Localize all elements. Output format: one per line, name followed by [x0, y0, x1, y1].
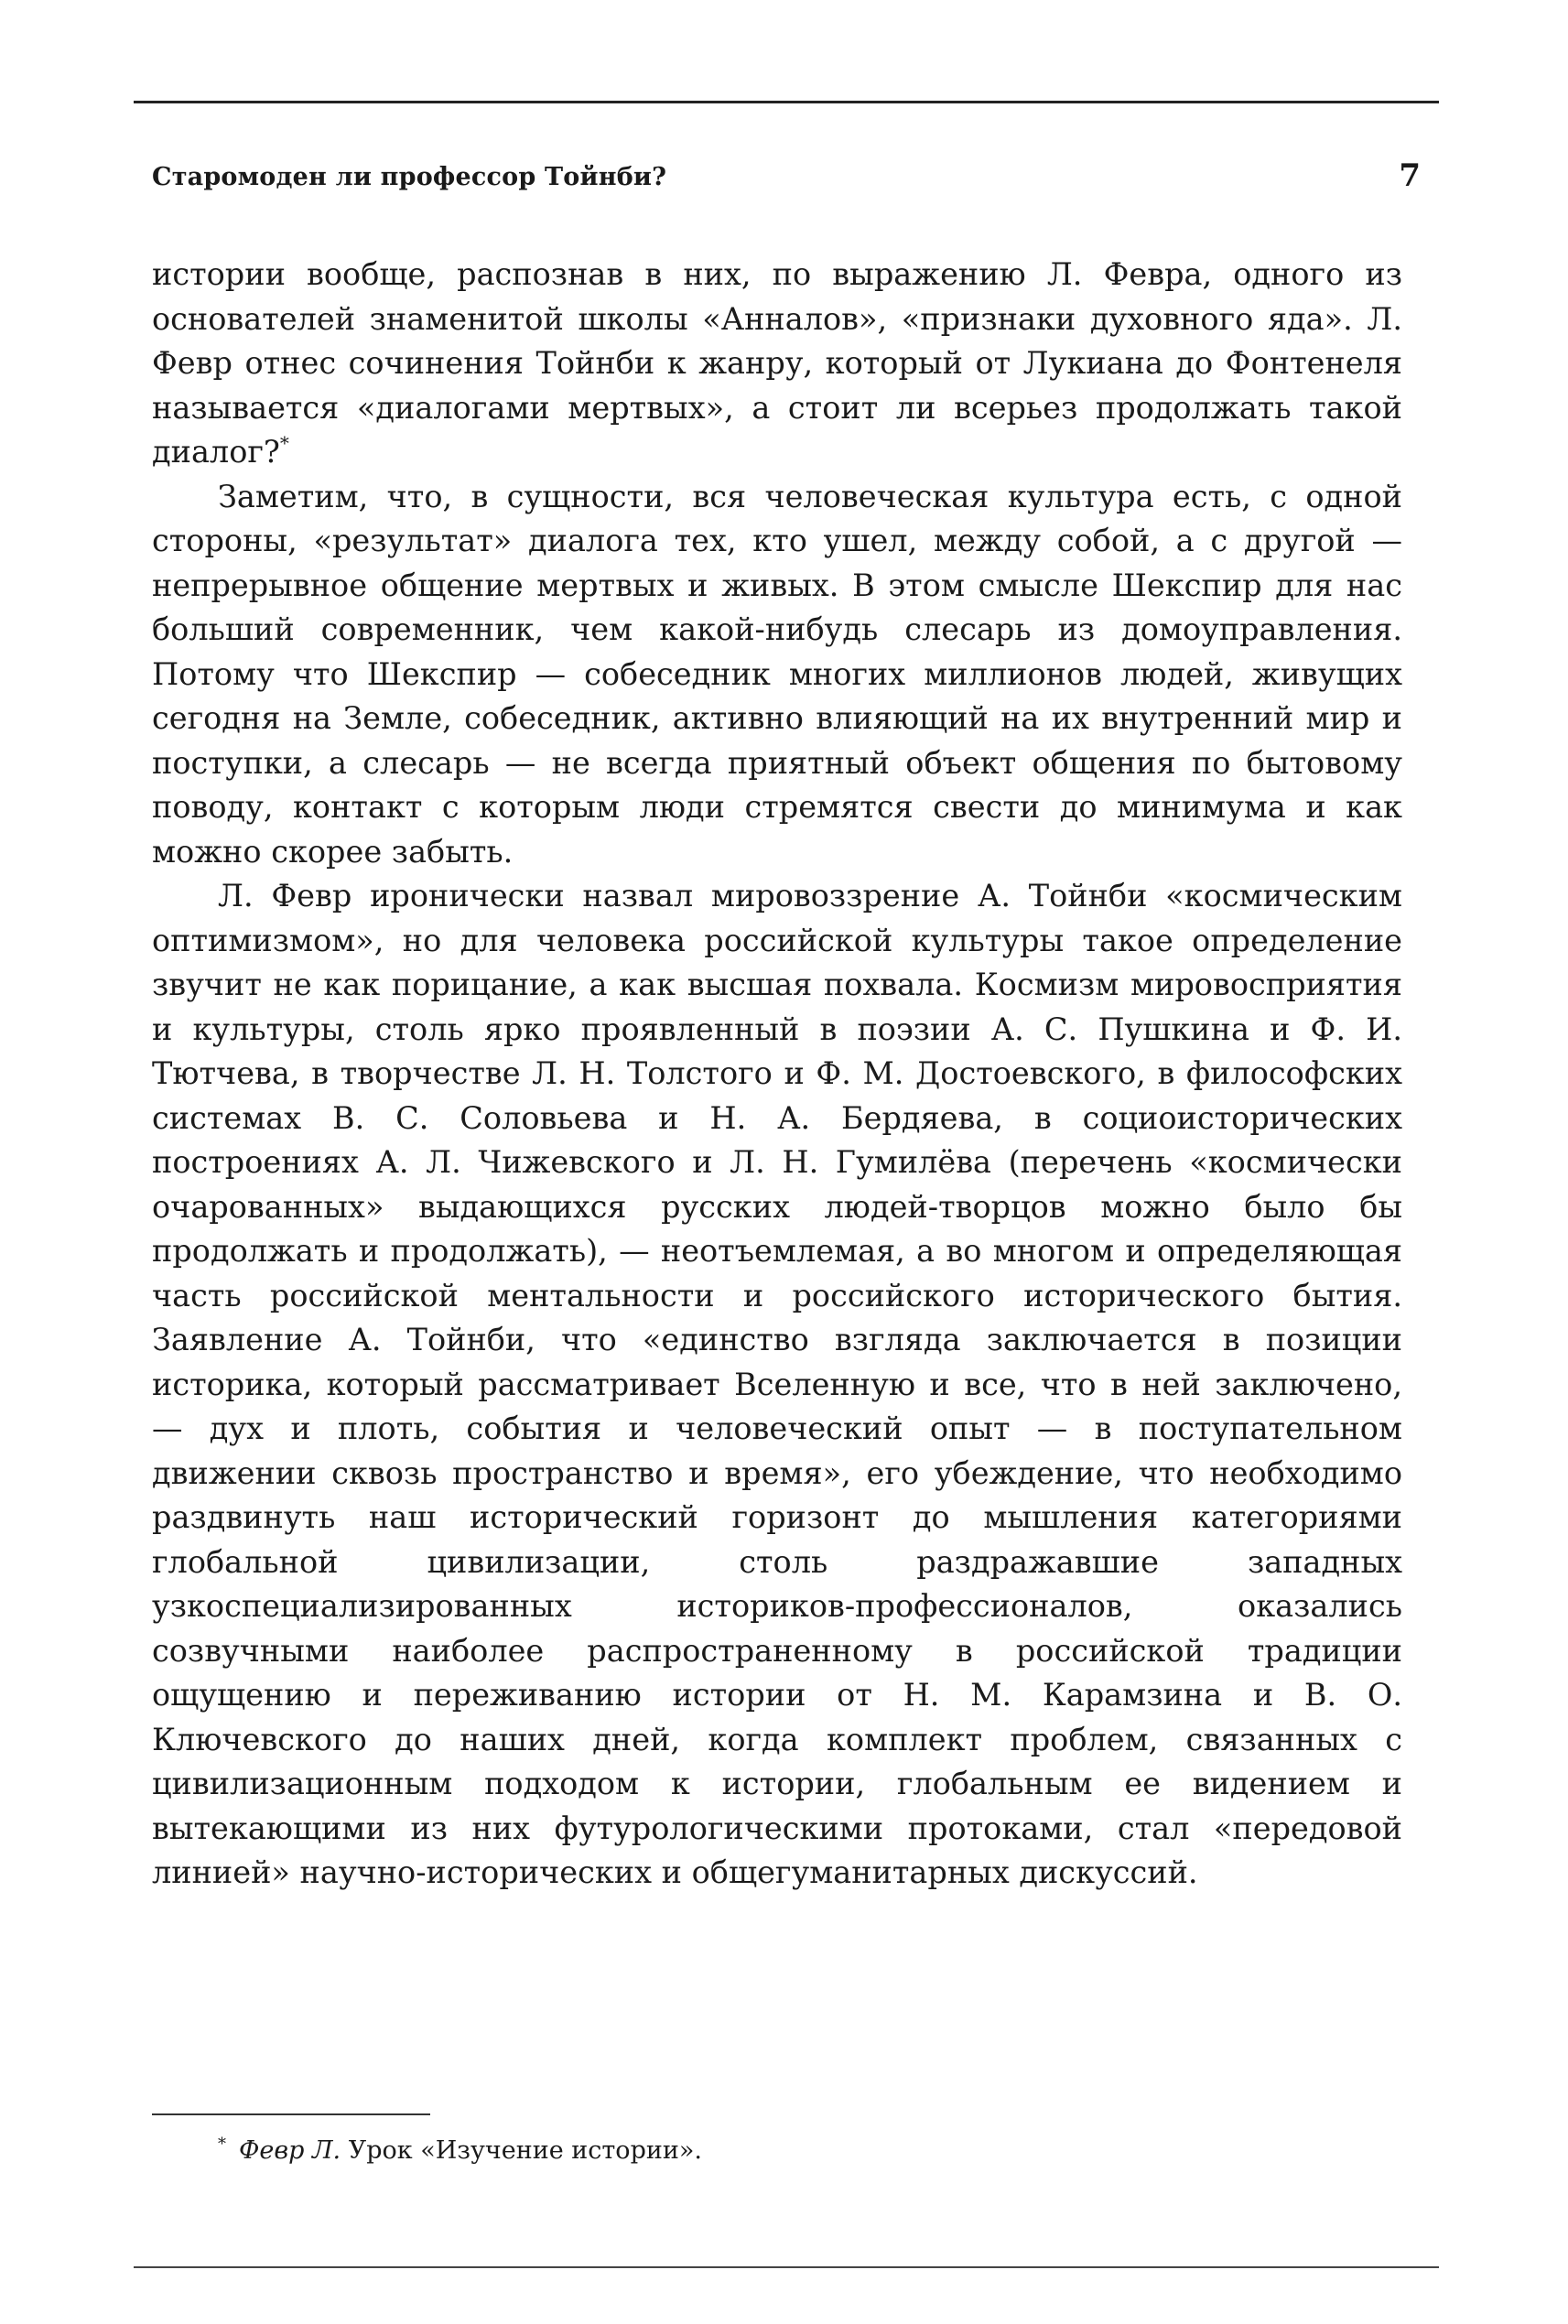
paragraph-2: Заметим, что, в сущности, вся человеческая культура есть, с одной стороны, «результат» диалога тех, кто ушел, между собой, а с другой — непрерывное общение мертвых и живых. В этом смысле Шекспир для нас больший современник, чем какой-нибудь слесарь из домоуправления. Потому что Шекспир — собеседник многих миллионов людей, живущих сегодня на Земле, собеседник, активно влияющий на их внутренний мир и поступки, а слесарь — не всегда приятный объект общения по бытовому поводу, контакт с которым люди стремятся свести до минимума и как можно скорее забыть. [152, 478, 1402, 870]
paragraph-3: Л. Февр иронически назвал мировоззрение А. Тойнби «космическим оптимизмом», но для человека российской культуры такое определение звучит не как порицание, а как высшая похвала. Космизм мировосприятия и культуры, столь ярко проявленный в поэзии А. С. Пушкина и Ф. И. Тютчева, в творчестве Л. Н. Толстого и Ф. М. Достоевского, в философских системах В. С. Соловьева и Н. А. Бердяева, в социоисторических построениях А. Л. Чижевского и Л. Н. Гумилёва (перечень «космически очарованных» выдающихся русских людей-творцов можно было бы продолжать и продолжать), — неотъемлемая, а во многом и определяющая часть российской ментальности и российского исторического бытия. Заявление А. Тойнби, что «единство взгляда заключается в позиции историка, который рассматривает Вселенную и все, что в ней заключено, — дух и плоть, события и человеческий опыт — в поступательном движении сквозь пространство и время», его убеждение, что необходимо раздвинуть наш исторический горизонт до мышления категориями глобальной цивилизации, столь раздражавшие западных узкоспециализированных историков-профессионалов, оказались созвучными наиболее распространенному в российской традиции ощущению и переживанию истории от Н. М. Карамзина и В. О. Ключевского до наших дней, когда комплект проблем, связанных с цивилизационным подходом к истории, глобальным ее видением и вытекающими из них футурологическими протоками, стал «передовой линией» научно-исторических и общегуманитарных дискуссий. [152, 878, 1402, 1890]
footnote-author: Февр Л. [239, 2136, 341, 2165]
running-head [152, 159, 1421, 196]
footnote-text: Урок «Изучение истории». [348, 2136, 702, 2165]
bottom-rule [134, 2266, 1439, 2268]
footnote-reference-marker: * [279, 432, 289, 454]
page-number: 7 [1399, 157, 1421, 194]
body-text [152, 253, 1402, 1896]
footnote-marker: * [218, 2135, 226, 2154]
running-title: Старомоден ли профессор Тойнби? [152, 163, 667, 191]
paragraph-1-text: истории вообще, распознав в них, по выражению Л. Февра, одного из основателей знаменитой школы «Анналов», «признаки духовного яда». Л. Февр отнес сочинения Тойнби к жанру, который от Лукиана до Фонтенеля называется «диалогами мертвых», а стоит ли всерьез продолжать такой диалог? [152, 256, 1402, 470]
footnote [218, 2133, 702, 2169]
top-rule [134, 101, 1439, 103]
paragraph-1 [152, 253, 1402, 475]
footnote-rule [152, 2113, 430, 2115]
